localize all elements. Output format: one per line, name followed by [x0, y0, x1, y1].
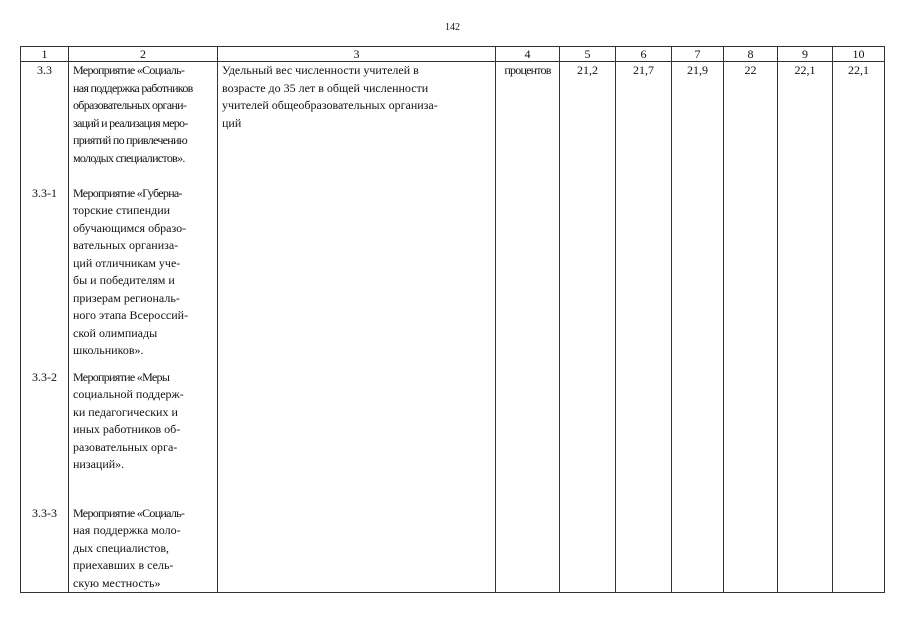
indicator-name	[218, 62, 496, 185]
empty-cell	[616, 369, 672, 505]
indicator-line: возрасте до 35 лет в общей численности	[222, 80, 429, 95]
empty-cell	[560, 505, 616, 593]
empty-cell	[778, 369, 833, 505]
event-line: ная поддержка работников	[73, 80, 193, 95]
event-line: ного этапа Всероссий-	[73, 308, 189, 322]
event-line: иных работников об-	[73, 422, 181, 436]
value-cell: 22,1	[833, 62, 885, 185]
row-number: 3.3	[21, 62, 69, 185]
empty-cell	[672, 505, 724, 593]
event-line: бы и победителям и	[73, 273, 175, 287]
event-line: низаций».	[73, 457, 125, 471]
event-line: ки педагогических и	[73, 404, 178, 419]
header-col-9: 9	[778, 47, 833, 62]
row-number: 3.3-1	[21, 185, 69, 369]
event-line: Мероприятие «Социаль-	[73, 505, 185, 520]
event-name	[69, 505, 218, 593]
program-table	[20, 46, 885, 593]
header-row	[21, 47, 885, 62]
event-line: ций отличникам уче-	[73, 255, 181, 270]
table-row	[21, 185, 885, 369]
event-line: ная поддержка моло-	[73, 523, 181, 537]
header-col-2: 2	[69, 47, 218, 62]
empty-cell	[496, 185, 560, 369]
empty-cell	[778, 505, 833, 593]
unit-text: процентов	[504, 63, 551, 77]
table-row	[21, 369, 885, 505]
header-col-5: 5	[560, 47, 616, 62]
empty-cell	[218, 505, 496, 593]
value-cell: 21,9	[672, 62, 724, 185]
empty-cell	[616, 185, 672, 369]
event-line: скую местность»	[73, 575, 161, 590]
header-col-3: 3	[218, 47, 496, 62]
empty-cell	[560, 369, 616, 505]
event-line: дых специалистов,	[73, 540, 170, 555]
event-line: обучающимся образо-	[73, 220, 187, 235]
event-line: торские стипендии	[73, 203, 171, 217]
row-number: 3.3-3	[21, 505, 69, 593]
event-line: разовательных орга-	[73, 439, 178, 454]
event-line: вательных организа-	[73, 238, 179, 252]
event-line: социальной поддерж-	[73, 387, 184, 401]
header-col-7: 7	[672, 47, 724, 62]
event-name	[69, 185, 218, 369]
event-line: приятий по привлечению	[73, 133, 188, 147]
indicator-line: учителей общеобразовательных организа-	[222, 98, 438, 112]
empty-cell	[672, 369, 724, 505]
row-number: 3.3-2	[21, 369, 69, 505]
empty-cell	[616, 505, 672, 593]
empty-cell	[724, 369, 778, 505]
empty-cell	[496, 505, 560, 593]
empty-cell	[218, 369, 496, 505]
empty-cell	[724, 185, 778, 369]
event-line: молодых специалистов».	[73, 150, 185, 165]
event-line: Мероприятие «Меры	[73, 369, 170, 384]
event-line: призерам региональ-	[73, 290, 180, 305]
indicator-line: Удельный вес численности учителей в	[222, 63, 419, 77]
header-col-1: 1	[21, 47, 69, 62]
header-col-10: 10	[833, 47, 885, 62]
page-number: 142	[445, 22, 460, 33]
table-row	[21, 62, 885, 185]
event-line: приехавших в сель-	[73, 558, 174, 572]
event-line: ской олимпиады	[73, 325, 158, 340]
header-col-6: 6	[616, 47, 672, 62]
header-col-8: 8	[724, 47, 778, 62]
empty-cell	[560, 185, 616, 369]
event-line: Мероприятие «Губерна-	[73, 185, 182, 200]
empty-cell	[833, 505, 885, 593]
value-cell: 21,7	[616, 62, 672, 185]
event-line: Мероприятие «Социаль-	[73, 63, 185, 77]
value-cell: 21,2	[560, 62, 616, 185]
value-cell: 22,1	[778, 62, 833, 185]
empty-cell	[833, 185, 885, 369]
empty-cell	[833, 369, 885, 505]
event-name	[69, 62, 218, 185]
table-row	[21, 505, 885, 593]
unit-of-measure	[496, 62, 560, 185]
event-line: заций и реализация меро-	[73, 115, 188, 130]
event-name	[69, 369, 218, 505]
indicator-line: ций	[222, 115, 242, 130]
event-line: школьников».	[73, 343, 144, 357]
empty-cell	[724, 505, 778, 593]
empty-cell	[672, 185, 724, 369]
value-cell: 22	[724, 62, 778, 185]
empty-cell	[778, 185, 833, 369]
empty-cell	[218, 185, 496, 369]
event-line: образовательных органи-	[73, 98, 187, 112]
header-col-4: 4	[496, 47, 560, 62]
empty-cell	[496, 369, 560, 505]
